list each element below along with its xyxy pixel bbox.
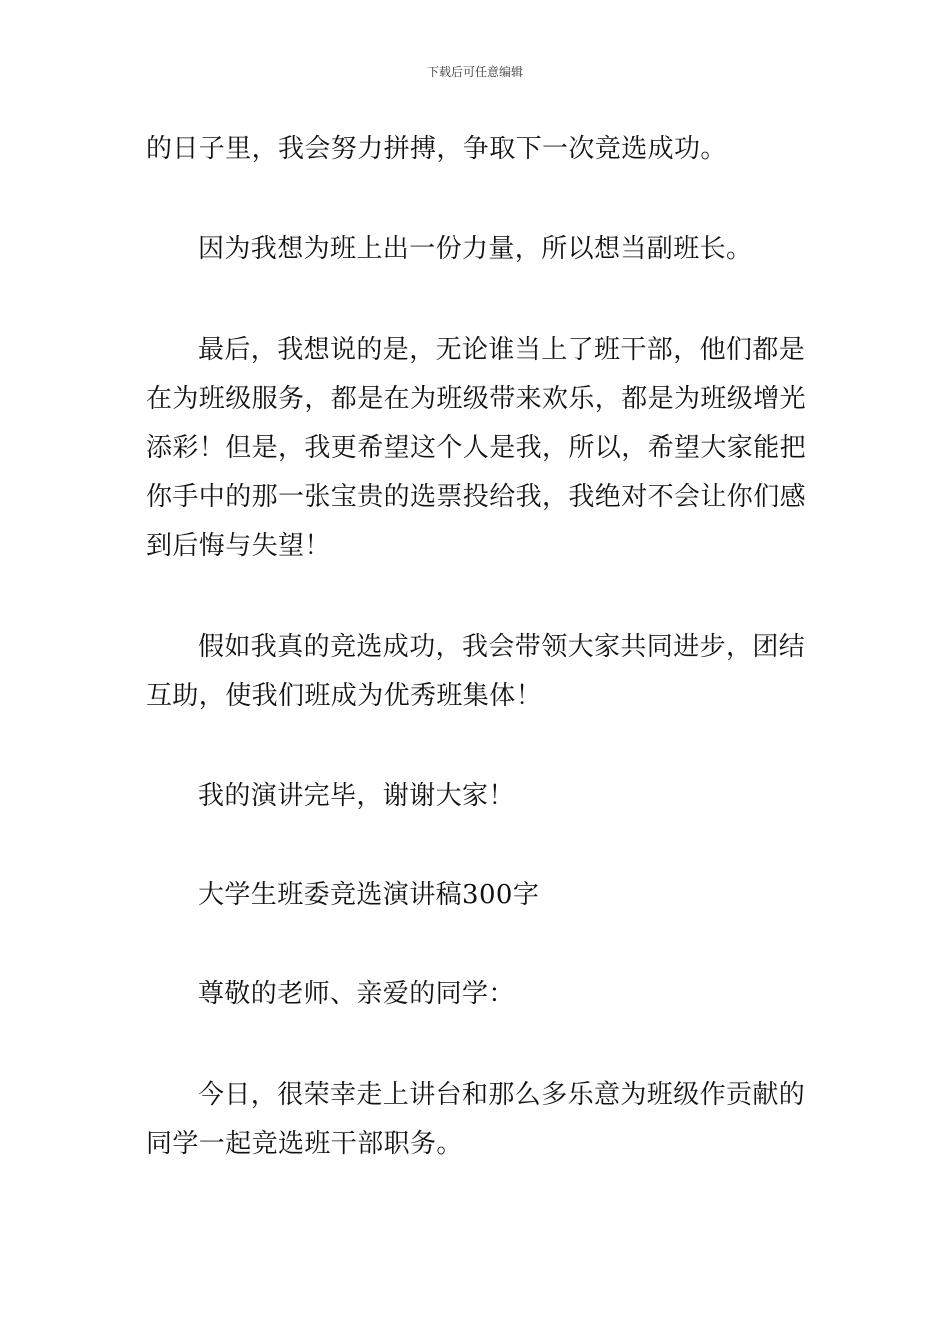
section-title [146,871,810,920]
paragraph-continued [146,125,810,174]
text-line: 假如我真的竞选成功，我会带领大家共同进步，团结 [198,632,806,662]
text-line: 我的演讲完毕，谢谢大家！ [198,781,515,811]
paragraph-closing [146,772,810,821]
paragraph-today [146,1071,810,1169]
paragraph-finally [146,326,810,571]
text-line: 添彩！但是，我更希望这个人是我，所以，希望大家能把 [146,433,807,463]
text-line: 互助，使我们班成为优秀班集体！ [146,681,543,711]
text-line: 最后，我想说的是，无论谁当上了班干部，他们都是 [198,335,806,365]
text-line: 尊敬的老师、亲爱的同学： [198,979,515,1009]
text-line: 在为班级服务，都是在为班级带来欢乐，都是为班级增光 [146,384,807,414]
paragraph-greeting [146,970,810,1019]
paragraph-vice-monitor [146,225,810,274]
text-line: 的日子里，我会努力拼搏，争取下一次竞选成功。 [146,134,727,164]
text-line: 大学生班委竞选演讲稿300字 [198,880,540,910]
text-line: 因为我想为班上出一份力量，所以想当副班长。 [198,234,753,264]
page-header-note: 下载后可任意编辑 [426,65,523,79]
text-line: 同学一起竞选班干部职务。 [146,1129,463,1159]
text-line: 今日，很荣幸走上讲台和那么多乐意为班级作贡献的 [198,1080,806,1110]
paragraph-if-elected [146,623,810,721]
text-line: 你手中的那一张宝贵的选票投给我，我绝对不会让你们感 [146,482,807,512]
text-line: 到后悔与失望！ [146,531,331,561]
